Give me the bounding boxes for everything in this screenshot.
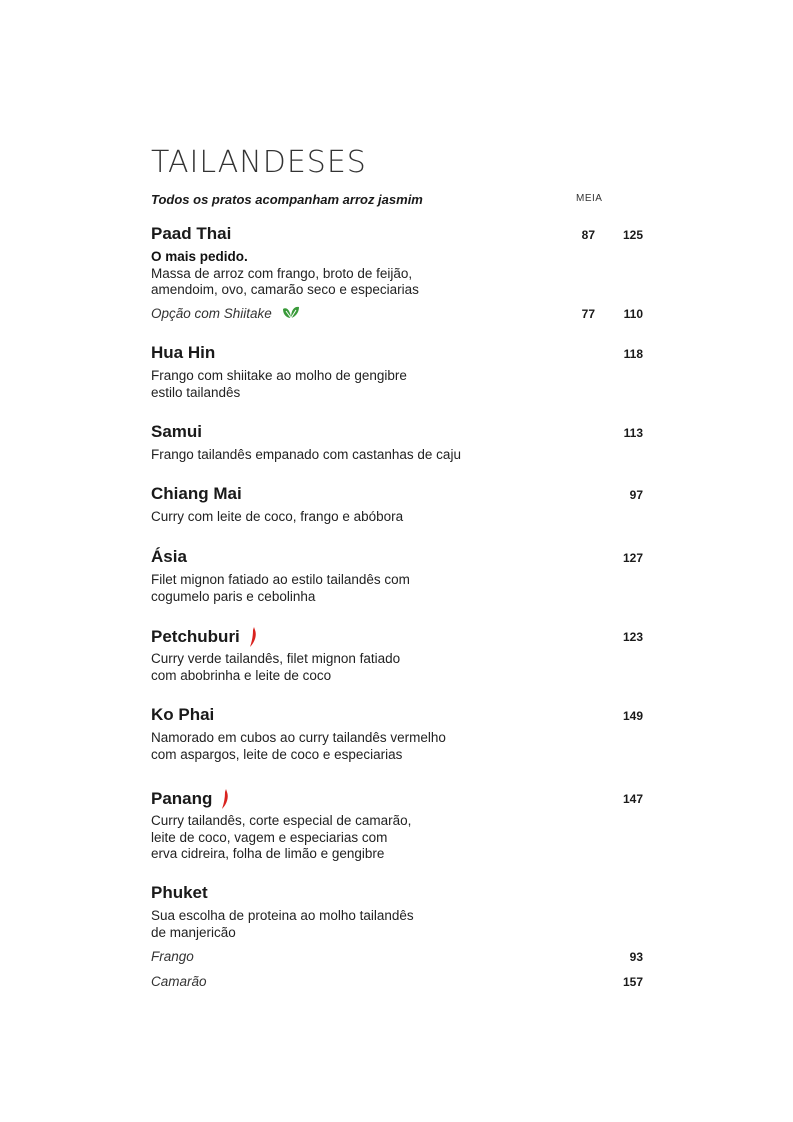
- dish-description: [151, 908, 651, 941]
- dish-name: Chiang Mai: [151, 484, 242, 503]
- chili-pepper-icon: [220, 788, 230, 810]
- dish-description-line: de manjericão: [151, 924, 236, 940]
- option-price: 110: [623, 306, 643, 321]
- dish-paad-thai: [151, 224, 651, 325]
- dish-description: [151, 368, 651, 401]
- option-price-meia: 77: [581, 306, 595, 321]
- dish-description-line: erva cidreira, folha de limão e gengibre: [151, 846, 385, 861]
- dish-option-frango: [151, 948, 651, 968]
- option-label: Opção com Shiitake: [151, 305, 272, 321]
- dish-description: [151, 447, 651, 464]
- dish-name: Samui: [151, 422, 203, 441]
- dish-name: Paad Thai: [151, 224, 232, 243]
- dish-option-shiitake: [151, 305, 651, 325]
- dish-description-line: Massa de arroz com frango, broto de feijão,: [151, 265, 413, 281]
- section-subtitle: Todos os pratos acompanham arroz jasmim: [151, 192, 423, 207]
- dish-phuket: [151, 883, 651, 993]
- dish-price: 147: [622, 792, 643, 806]
- dish-description: [151, 730, 651, 763]
- dish-chiang-mai: [151, 484, 651, 526]
- dish-price: 125: [622, 228, 643, 242]
- option-price: 93: [629, 950, 643, 964]
- dish-description-line: amendoim, ovo, camarão seco e especiarias: [151, 282, 419, 297]
- dish-description: [151, 651, 651, 684]
- dish-panang: [151, 788, 651, 863]
- dish-highlight: O mais pedido.: [151, 249, 248, 264]
- dish-description-line: Curry tailandês, corte especial de camarão,: [151, 813, 412, 828]
- dish-description-line: estilo tailandês: [151, 384, 241, 400]
- option-label: Camarão: [151, 974, 207, 989]
- section-title: TAILANDESES: [151, 145, 367, 180]
- dish-description: [151, 249, 651, 299]
- dish-ko-phai: [151, 705, 651, 763]
- dish-name: Panang: [151, 789, 213, 808]
- dish-price-meia: 87: [581, 228, 595, 242]
- dish-price: 113: [623, 426, 643, 440]
- dish-price: 123: [622, 630, 643, 644]
- dish-price: 97: [629, 488, 643, 502]
- option-price: 157: [622, 975, 643, 989]
- dish-description-line: com abobrinha e leite de coco: [151, 667, 332, 683]
- dish-option-camarao: [151, 973, 651, 993]
- dish-description: [151, 509, 651, 526]
- dish-description: [151, 572, 651, 605]
- dish-description-line: Namorado em cubos ao curry tailandês vermelho: [151, 730, 446, 745]
- dish-name: Phuket: [151, 883, 208, 902]
- dish-samui: [151, 422, 651, 464]
- dish-description-line: Curry verde tailandês, filet mignon fatiado: [151, 651, 401, 666]
- dish-price: 127: [622, 551, 643, 565]
- dish-name: Petchuburi: [151, 627, 240, 646]
- dish-petchuburi: [151, 626, 651, 684]
- dish-name: Hua Hin: [151, 343, 216, 362]
- dish-description-line: Curry com leite de coco, frango e abóbora: [151, 509, 404, 524]
- dish-price: 149: [622, 709, 643, 723]
- dish-name: Ásia: [151, 547, 187, 566]
- option-label: Frango: [151, 949, 194, 964]
- column-header-meia: MEIA: [576, 193, 603, 204]
- dish-name: Ko Phai: [151, 705, 215, 724]
- dish-price: 118: [623, 347, 643, 361]
- dish-description-line: cogumelo paris e cebolinha: [151, 588, 316, 604]
- dish-description-line: Frango tailandês empanado com castanhas de caju: [151, 447, 461, 462]
- dish-description-line: leite de coco, vagem e especiarias com: [151, 829, 388, 845]
- dish-description-line: Sua escolha de proteina ao molho tailandês: [151, 908, 414, 923]
- dish-hua-hin: [151, 343, 651, 401]
- dish-description-line: Frango com shiitake ao molho de gengibre: [151, 368, 407, 383]
- dish-description-line: com aspargos, leite de coco e especiarias: [151, 746, 403, 762]
- chili-pepper-icon: [248, 626, 258, 648]
- dish-description-line: Filet mignon fatiado ao estilo tailandês com: [151, 572, 410, 587]
- dish-description: [151, 813, 651, 863]
- leaf-icon: [282, 306, 300, 320]
- dish-asia: [151, 547, 651, 605]
